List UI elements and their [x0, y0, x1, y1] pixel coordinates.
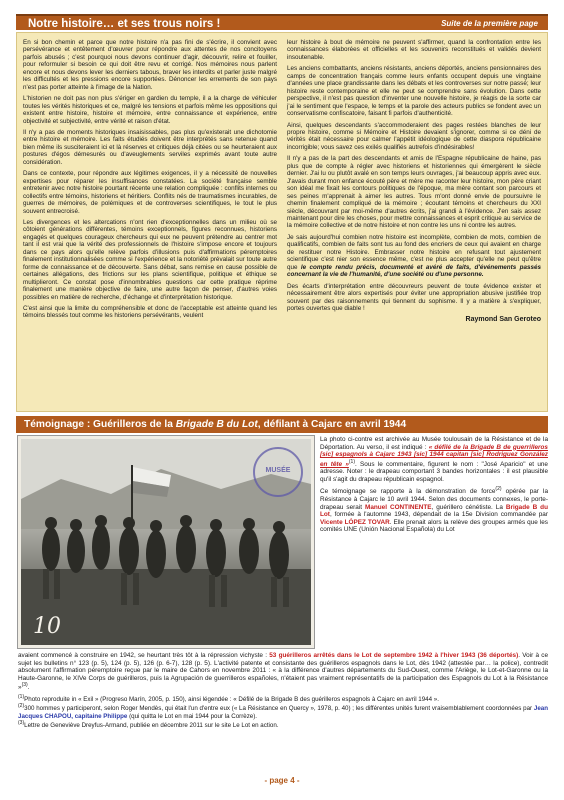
footnote-text: (qui quitta le Lot en mai 1944 pour la Corrèze). [127, 712, 258, 720]
photo-number: 10 [33, 614, 61, 639]
highlight-text: 53 guérilleros arrêtés dans le Lot de septembre 1942 à l'hiver 1943 (36 déportés) [269, 652, 519, 659]
paragraph: C'est ainsi que la limite du compréhensible et donc de l'acceptable est atteinte quand les témoins blessés tout comme les historiens persévérants, veulent [23, 304, 277, 320]
person-name: Manuel CONTINENTE [365, 503, 432, 511]
paragraph: Ainsi, quelques descendants s'accommoderaient des pages restées blanches de leur propre histoire, comme si Mémoire et Histoire devaient s'ignorer, comme si ce déni de vérités était nécessaire pour calmer l'appétit idéologique de cette diaspora républicaine incorrigible; vous savez ces exilés qualifiés autrefois d'indésirables! [287, 121, 541, 151]
brigade-name: Brigade B du Lot [320, 503, 548, 519]
article-column-right [287, 39, 541, 324]
footnote-ref: (3) [21, 682, 28, 689]
footnote-ref: (2) [495, 486, 502, 493]
section-header-bar [16, 14, 548, 30]
section-title: Notre histoire… et ses trous noirs ! [28, 18, 221, 30]
title-italic: Brigade B du Lot [175, 419, 258, 430]
footnote-ref: (1) [348, 458, 355, 465]
section2-header-bar [16, 416, 548, 433]
person-name: Jean Jacques CHAPOU, capitaine Philippe [18, 705, 548, 720]
section2-title [24, 416, 406, 433]
article-box [16, 32, 548, 412]
title-part: Témoignage : Guérilleros de la [24, 419, 176, 430]
quote: « défilé de la Brigade B de guerrilleros [sic] espagnols à Cajarc 1943 [sic] 1944 capitan [sic] Rodriguez González en tête » [320, 443, 548, 468]
testimony-continuation [18, 652, 548, 730]
continuation-note: Suite de la première page [441, 19, 538, 28]
footnote-marker: (1) [18, 693, 25, 700]
paragraph: L'historien ne doit pas non plus s'ériger en gardien du temple, il a la charge de véhiculer toutes les vérités historiques et ce, malgré les tensions et parfois même les oppositions qui existent entre histoire, histoire et mémoire, entre connaissance et expérience, entre objectivité et subjectivité, entre vérité et raison d'état. [23, 95, 277, 125]
footnote-text: 300 hommes y participeront, selon Roger Mendès, qui était l'un d'entre eux (« La Résistance en Quercy », 1978, p. 40) ; les différentes unités furent vraisemblablement coordonnées par [24, 705, 534, 713]
page-number: - page 4 - [264, 776, 300, 785]
paragraph: Il n'y a pas de moments historiques insaisissables, pas plus qu'existerait une dichotomie entre histoire et mémoire. Les faits étudiés doivent être interprétés sans retenue quand bien même ils susciteraient ici et là réserves et critiques déjà citées ou se heurteraient aux postures d'égos démesurés ou d'aveuglements serviles exprimés avant toute autre considération. [23, 128, 277, 166]
paragraph-text: , formée à l'automne 1943, dépendait de la 15e Division commandée par [329, 511, 548, 519]
paragraph: Les anciens combattants, anciens résistants, anciens déportés, anciens pensionnaires des camps de concentration français comme leurs enfants occupent depuis une vingtaine d'années une place grandissante dans les débats et les controverses sur notre passé; leur histoire reste contemporaine et elle ne peut se comprendre sans évolution. Dans cette perspective, il n'est pas question d'inventer une nouvelle histoire, je réagis de la sorte car j'ai le sentiment que l'espace, le temps et la parole des acteurs publics se fondent avec un conservatisme confiscatoire, faisant fi parfois d'authenticité. [287, 65, 541, 118]
footnote-text: Photo reproduite in « Exil » (Progreso Marín, 2005, p. 150), ainsi légendée : « Défilé de la Brigade B des guérilleros espagnols à Cajarc en avril 1944 ». [24, 695, 439, 703]
paragraph-text: , guérillero cénétiste. La [431, 503, 506, 511]
testimony-text [320, 436, 548, 537]
historical-photo [18, 436, 314, 648]
author-signature: Raymond San Geroteo [465, 316, 541, 324]
paragraph-text: Je sais aujourd'hui combien notre histoire est incomplète, combien de mots, combien de qualificatifs, combien de faits sont tus au fond des encriers de ceux qui avaient en charge de restituer notre Histoire. Embrasser notre histoire en refusant tout ajustement scientifique c'est nier son essence même, c'est ne plus accepter qu'elle ne peut qu'être que [287, 233, 541, 271]
paragraph: Dans ce contexte, pour répondre aux légitimes exigences, il y a nécessité de nouvelles expertises pour réparer les insuffisances constatées. La société française semble entretenir avec notre histoire pourtant récente une relation compliquée : conflits internes ou collectifs entre témoins, historiens et héritiers. Conflits nés de traumatismes incurables, de guerres de mémoires, de polémiques et de controverses scientifiques, le tout le plus souvent entrecroisé. [23, 170, 277, 215]
footnote-marker: (3) [18, 720, 25, 727]
page [16, 14, 548, 786]
paragraph: En si bon chemin et parce que notre histoire n'a pas fini de s'écrire, il convient avec persévérance et entêtement d'œuvrer pour répondre aux attentes de nos concitoyens parfois abusés ; c'est pourquoi nous devons continuer d'agir, découvrir, relire et fouiller, pour reformuler si besoin ce qui doit être revu et corrigé. Nos mémoires nous parlent encore et nous devons lever les derniers tabous, braver les interdits et parler juste malgré les difficultés et les pressions encore supportées. Dénoncer les errements de son pays n'est pas porter atteinte à l'image de la Nation. [23, 39, 277, 91]
paragraph [287, 234, 541, 279]
paragraph [320, 436, 548, 483]
article-column-left [23, 39, 277, 324]
paragraph-text: avaient commencé à construire en 1942, se heurtant très tôt à la répression vichyste : [18, 652, 270, 659]
paragraph-text: Ce témoignage se rapporte à la démonstration de force [320, 488, 496, 496]
paragraph [320, 486, 548, 533]
paragraph-text: . Elle prenait alors la relève des groupes armés que les comités UNE (Unión Nacional Española) du Lot [320, 518, 548, 534]
emphasis-text: le compte rendu précis, documenté et avéré de faits, d'événements passés concernant la vie de l'humanité, d'une société ou d'une personne. [287, 263, 541, 279]
footnote-1 [18, 694, 548, 703]
paragraph-text: La photo ci-contre est archivée au Musée toulousain de la Résistance et de la Déportation. Au verso, il est indiqué : [320, 436, 548, 451]
paragraph: Il n'y a pas de la part des descendants et amis de l'Espagne républicaine de haine, pas plus que de compte à régler avec historiens et historiennes qui émergèrent le siècle dernier. J'ai lu ou plutôt avalé en son temps leurs ouvrages, j'ai beaucoup appris avec eux. J'avais durant mon enfance écouté père et mère me raconter leur histoire, mon père criant son idéal me fixait les contours politiques de l'époque, ma mère contant son parcours et ses peines m'apprenait à aimer les autres. Tous m'ont donné envie de poursuivre le chemin finalement compliqué de la mémoire ; écoutant témoins et chercheurs du XXI siècle, découvrant par moi-même d'autres écrits, j'ai grandi à l'évidence. J'en sais assez maintenant pour dire les choses, pour mettre connaissances et esprit critique au service de la mémoire collective et de notre histoire et non contre les uns ni contre les autres. [287, 155, 541, 230]
paragraph-text: opérée par la Résistance à Cajarc le 10 avril 1944. Selon des documents connexes, le porte-drapeau serait [320, 488, 548, 511]
footnote-text: Lettre de Geneviève Dreyfus-Armand, publiée en décembre 2011 sur le site Le Lot en action. [24, 722, 279, 730]
footnote-marker: (2) [18, 703, 25, 710]
paragraph: avaient commencé à construire en 1942, se heurtant très tôt à la répression vichyste : 53 guérilleros arrêtés dans le Lot de septembre 1942 à l'hiver 1943 (36 déportés). Voir à ce sujet les bulletins n° 123 (p. 5), 124 (p. 5), 126 (p. 6-7), 128 (p. 5). L'activité patente et consistante des guérilleros espagnols dans le Lot, dès 1942 (attestée par… la police), contredit absolument l'affirmation péremptoire reçue par le maire de Cahors en novembre 2011 : « à la différence d'autres départements du Sud-Ouest, comme l'Ariège, le Lot-et-Garonne ou la Haute-Garonne, le XIVe Corps de guérilleros, puis la Agrupación de guerrilleros españoles, n'étaient pas vraiment représentatifs de la participation des Espagnols du Lot à la Résistance »$^{(3)}$. [18, 652, 549, 692]
footnote-2 [18, 703, 548, 720]
paragraph: leur histoire à bout de mémoire ne peuvent s'affirmer, quand la confrontation entre les connaissances élaborées et officielles et les souvenirs reconstitués et validés devient insoutenable. [287, 39, 541, 61]
footnote-3 [18, 720, 548, 729]
stamp-text: MUSÉE [265, 467, 291, 474]
person-name: Vicente LÓPEZ TOVAR [320, 518, 390, 526]
museum-stamp [253, 447, 303, 497]
paragraph: Des écarts d'interprétation entre découvreurs peuvent de toute évidence exister et nécessairement être alors expertisés pour éviter une appropriation abusive justifiée trop souvent par des raisonnements qui tiennent du sophisme. Il y a matière à s'expliquer, portes ouvertes que diable ! [287, 282, 541, 312]
paragraph: Les divergences et les altercations n'ont rien d'exceptionnelles dans un milieu où se côtoient générations différentes, témoins exceptionnels, figures reconnues, historiens engagés et quelques courageux chercheurs qui eux ne peuvent prétendre au centrer mot tant il est vrai que la vérité des professionnels de l'histoire s'impose encore et toujours dans ce pays alors qu'elle relève parfois d'illusions puis d'affirmations péremptoires finalement institutionnalisées comme si l'expérience et la notoriété prévalait sur toute autre forme de connaissance et de découverte. Sans débat, sans remise en cause possible de certaines allégations, des frictions sur les plans scientifique, politique et éthique se multiplieront. Ce constat pose d'innombrables questions car cette pratique réprime finalement une manière objective de faire, une autre façon de penser, d'autres voies possibles en matière de recherche, d'échange et d'interprétation historique. [23, 218, 277, 301]
paragraph-text: . Sous le commentaire, figurent le nom : "José Aparicio" et une adresse. Noter : le drapeau comportant 3 bandes horizontales : il est plausible qu'il s'agit du drapeau républicain espagnol. [320, 460, 548, 483]
paragraph-text: . Voir à ce sujet les bulletins n° 123 (p. 5), 124 (p. 5), 126 (p. 6-7), 128 (p. 5). L'activité patente et consistante des guérilleros espagnols dans le Lot, dès 1942 (attestée par… la police), contredit absolument l'affirmation péremptoire reçue par le maire de Cahors en novembre 2011 : « à la différence d'autres départements du Sud-Ouest, comme l'Ariège, le Lot-et-Garonne ou la Haute-Garonne, le XIVe Corps de guérilleros, puis la Agrupación de guerrilleros españoles, n'étaient pas vraiment représentatifs de la participation des Espagnols du Lot à la Résistance » [18, 652, 549, 692]
title-part: , défilant à Cajarc en avril 1944 [257, 419, 407, 430]
